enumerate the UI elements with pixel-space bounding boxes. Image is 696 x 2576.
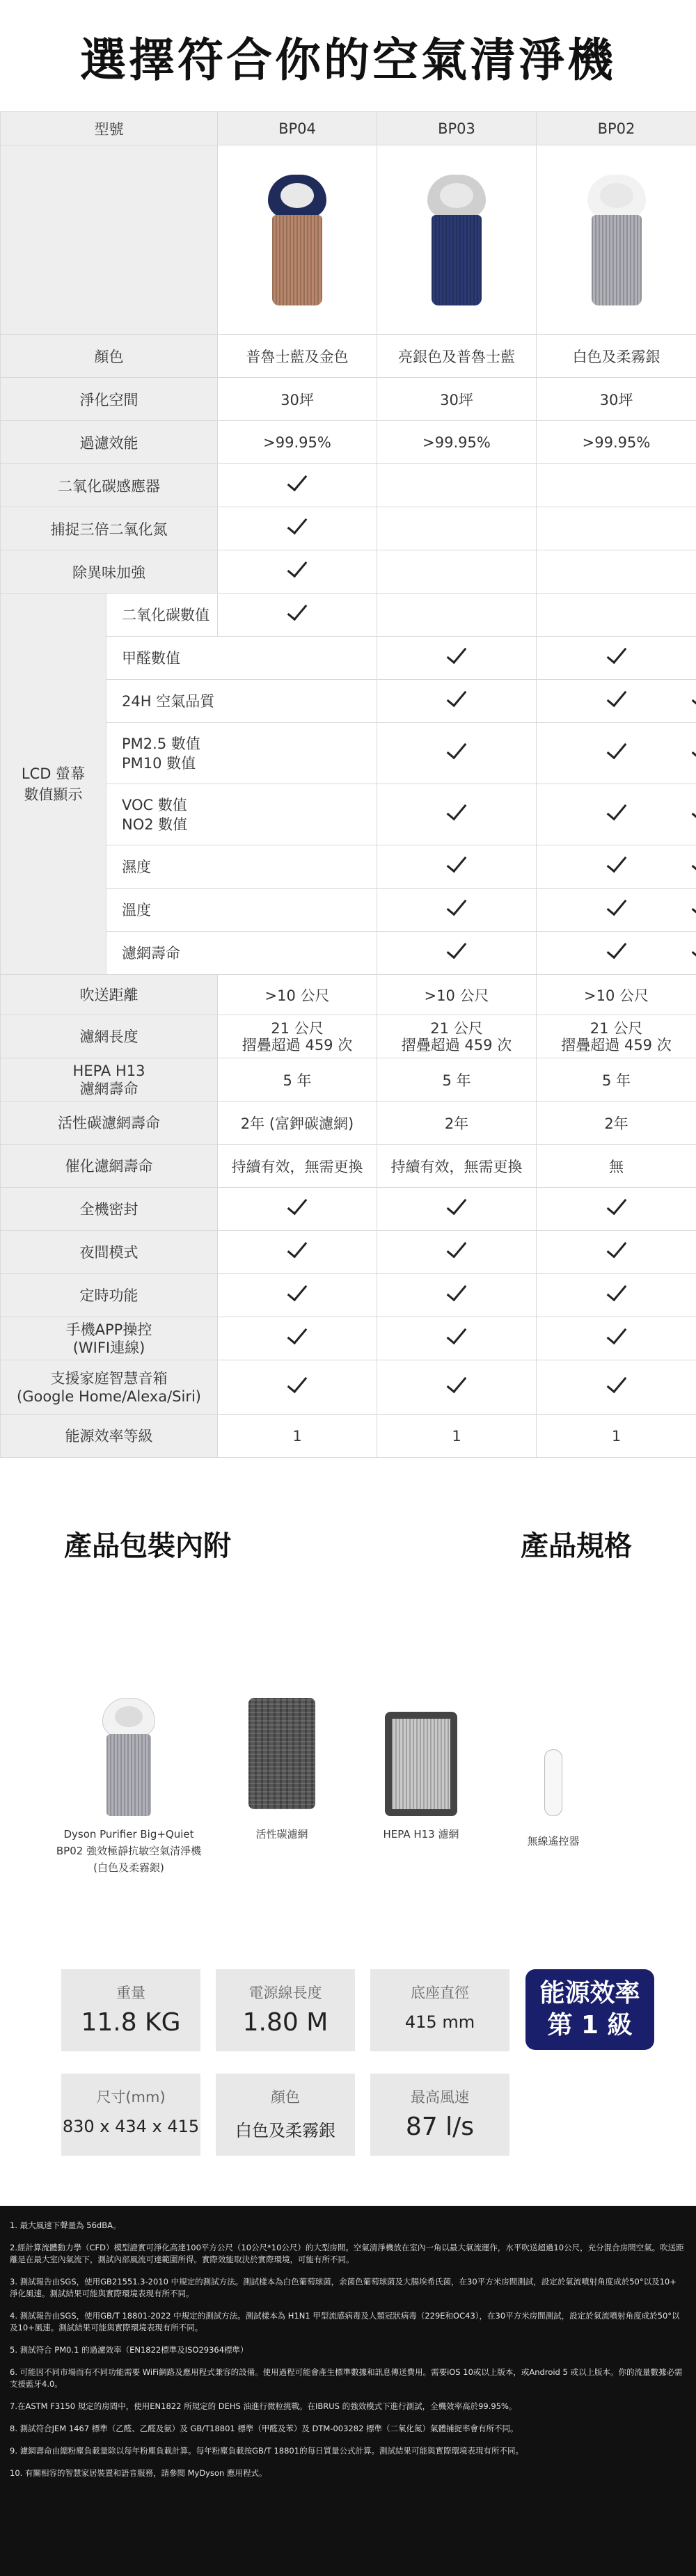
row-label: 全機密封 [1, 1188, 218, 1231]
checkmark-icon [606, 1280, 626, 1301]
cell: 30坪 [377, 378, 537, 421]
package-item-hepa-filter [369, 1698, 473, 1843]
table-row [1, 1188, 696, 1231]
checkmark-icon [447, 1280, 467, 1301]
checkmark-icon [447, 800, 467, 820]
table-row [1, 1102, 696, 1145]
hepa-filter-image [385, 1712, 457, 1816]
lcd-group-label: LCD 螢幕 數值顯示 [1, 594, 106, 975]
row-label: 定時功能 [1, 1274, 218, 1317]
cell [218, 1231, 377, 1274]
cell [537, 1274, 696, 1317]
cell: 1 [218, 1415, 377, 1458]
cell: 30坪 [537, 378, 696, 421]
checkmark-icon [606, 852, 626, 873]
table-row [1, 1058, 696, 1102]
footnote: 8. 測試符合JEM 1467 標準（乙醛、乙醛及氨）及 GB/T18801 標準（甲醛及苯）及 DTM-003282 標準（二氧化氮）氣體捕捉率會有所不同。 [10, 2424, 519, 2433]
spec-size [61, 2074, 200, 2156]
lcd-sub-label: VOC 數值 NO2 數值 [106, 784, 377, 845]
cell [537, 845, 696, 889]
spec-value: 11.8 KG [81, 2008, 181, 2037]
row-label: 支援家庭智慧音箱 (Google Home/Alexa/Siri) [1, 1360, 218, 1415]
checkmark-icon [606, 1372, 626, 1393]
checkmark-icon [287, 1280, 308, 1301]
package-item-label: HEPA H13 濾網 [383, 1828, 459, 1840]
row-label: 手機APP操控 (WIFI連線) [1, 1317, 218, 1360]
checkmark-icon [287, 1323, 308, 1344]
cell: >99.95% [377, 421, 537, 464]
row-label: 淨化空間 [1, 378, 218, 421]
lcd-sub-label: 濾網壽命 [106, 932, 377, 975]
cell [377, 1188, 537, 1231]
checkmark-icon [287, 470, 308, 491]
footnotes [0, 2206, 696, 2576]
table-row [1, 594, 696, 637]
spec-cable [216, 1969, 355, 2051]
cell: 亮銀色及普魯士藍 [377, 335, 537, 378]
cell [377, 889, 537, 932]
cell [218, 594, 377, 637]
checkmark-icon [447, 738, 467, 759]
cell [537, 1231, 696, 1274]
bp04-image [218, 145, 377, 335]
checkmark-icon [287, 557, 308, 578]
table-row [1, 335, 696, 378]
checkmark-icon [447, 895, 467, 916]
cell [377, 1360, 537, 1415]
product-image-row [1, 145, 696, 335]
row-label: 活性碳濾網壽命 [1, 1102, 218, 1145]
cell [377, 784, 537, 845]
spec-value: 830 x 434 x 415 [62, 2117, 200, 2136]
cell [218, 1274, 377, 1317]
footnote: 7.在ASTM F3150 規定的房間中，使用EN1822 所規定的 DEHS 油進行微粒挑戰。在IBRUS 的強效模式下進行測試，全機效率高於99.95%。 [10, 2401, 517, 2411]
bp03-image [377, 145, 537, 335]
comparison-table [0, 111, 696, 1458]
check-cell [218, 507, 377, 550]
lcd-sub-label: PM2.5 數值 PM10 數值 [106, 723, 377, 784]
table-row [1, 1145, 696, 1188]
spec-key: 電源線長度 [248, 1985, 322, 2001]
row-label: 除異味加強 [1, 550, 218, 594]
cell [377, 845, 537, 889]
table-header-row [1, 112, 696, 145]
package-item-label: 活性碳濾網 [255, 1828, 308, 1840]
spec-key: 尺寸(mm) [96, 2089, 166, 2106]
row-label: 夜間模式 [1, 1231, 218, 1274]
table-row [1, 1274, 696, 1317]
cell [377, 1317, 537, 1360]
footnote: 6. 可能因不同市場而有不同功能需要 WiFi網路及應用程式兼容的設備。使用過程可能會產生標準數據和訊息傳送費用。需要iOS 10或以上版本，或Android 5 或以上版本。你的流量數據必需支援藍牙4.0。 [10, 2367, 683, 2389]
image-row-label [1, 145, 218, 335]
cell: 1 [377, 1415, 537, 1458]
checkmark-icon [606, 800, 626, 820]
header-bp02: BP02 [537, 112, 696, 145]
check-cell [218, 464, 377, 507]
package-item-purifier [42, 1698, 216, 1876]
checkmark-icon [447, 643, 467, 664]
package-spec-section [0, 1524, 696, 1564]
checkmark-icon [287, 514, 308, 534]
checkmark-icon [447, 1237, 467, 1258]
cell [377, 723, 537, 784]
cell [218, 1317, 377, 1360]
footnote: 2.經計算流體動力學（CFD）模型證實可淨化高達100平方公尺（10公尺*10公尺）的大型房間。空氣清淨機放在室內一角以最大氣流運作，水平吹送超過10公尺，充分混合房間空氣。吹送距離是在最大室內氣流下，測試內部風流可達範圍所得。實際效能取決於實際環境，可能有所不同。 [10, 2243, 684, 2264]
row-label: 催化濾網壽命 [1, 1145, 218, 1188]
row-label: 濾網長度 [1, 1015, 218, 1058]
table-row [1, 507, 696, 550]
cell [537, 1317, 696, 1360]
row-label: 過濾效能 [1, 421, 218, 464]
cell: 持續有效，無需更換 [377, 1145, 537, 1188]
cell: 21 公尺 摺疊超過 459 次 [218, 1015, 377, 1058]
spec-value: 白色及柔霧銀 [235, 2121, 335, 2140]
lcd-sub-label: 甲醛數值 [106, 637, 377, 680]
cell: >10 公尺 [377, 975, 537, 1015]
remote-image [544, 1749, 562, 1816]
row-label: 能源效率等級 [1, 1415, 218, 1458]
checkmark-icon [606, 1323, 626, 1344]
cell: 持續有效，無需更換 [218, 1145, 377, 1188]
spec-wind [370, 2074, 509, 2156]
spec-value: 87 l/s [405, 2113, 475, 2141]
spec-weight [61, 1969, 200, 2051]
cell: 5 年 [218, 1058, 377, 1102]
footnote: 10. 有關相容的智慧家居裝置和語音服務，請參閱 MyDyson 應用程式。 [10, 2468, 267, 2478]
cell [537, 550, 696, 594]
row-label: 捕捉三倍二氧化氮 [1, 507, 218, 550]
footnote: 9. 濾網壽命由總粉塵負載量除以每年粉塵負載計算。每年粉塵負載按GB/T 18801的每日質量公式計算。測試結果可能與實際環境表現有所不同。 [10, 2446, 524, 2456]
package-title: 產品包裝內附 [64, 1530, 231, 1562]
checkmark-icon [447, 1194, 467, 1215]
cell [377, 1231, 537, 1274]
checkmark-icon [287, 1237, 308, 1258]
checkmark-icon [287, 600, 308, 621]
checkmark-icon [606, 643, 626, 664]
row-label: HEPA H13 濾網壽命 [1, 1058, 218, 1102]
cell [537, 1360, 696, 1415]
cell [537, 637, 696, 680]
package-item-label: 無線遙控器 [527, 1835, 580, 1847]
cell [377, 680, 537, 723]
row-label: 顏色 [1, 335, 218, 378]
bp02-image [537, 145, 696, 335]
checkmark-icon [606, 1237, 626, 1258]
cell [218, 1360, 377, 1415]
carbon-filter-image [248, 1698, 315, 1809]
cell: >99.95% [537, 421, 696, 464]
table-row [1, 464, 696, 507]
cell [537, 464, 696, 507]
checkmark-icon [447, 1372, 467, 1393]
cell: 無 [537, 1145, 696, 1188]
table-row [1, 378, 696, 421]
lcd-sub-label: 24H 空氣品質 [106, 680, 377, 723]
table-row [1, 1317, 696, 1360]
checkmark-icon [606, 686, 626, 707]
spec-key: 最高風速 [411, 2089, 469, 2106]
table-row [1, 1231, 696, 1274]
header-bp03: BP03 [377, 112, 537, 145]
checkmark-icon [606, 938, 626, 959]
checkmark-icon [287, 1372, 308, 1393]
cell [377, 507, 537, 550]
lcd-sub-label: 二氧化碳數值 [106, 594, 218, 637]
checkmark-icon [287, 1194, 308, 1215]
table-row [1, 975, 696, 1015]
checkmark-icon [606, 738, 626, 759]
package-item-carbon-filter [230, 1698, 334, 1843]
package-item-remote [501, 1698, 606, 1850]
spec-value: 415 mm [404, 2012, 475, 2032]
checkmark-icon [447, 686, 467, 707]
header-model-label: 型號 [1, 112, 218, 145]
cell [537, 680, 696, 723]
table-row [1, 1360, 696, 1415]
cell: 21 公尺 摺疊超過 459 次 [537, 1015, 696, 1058]
footnote: 1. 最大風速下聲量為 56dBA。 [10, 2220, 121, 2230]
cell [377, 550, 537, 594]
table-row [1, 550, 696, 594]
package-items [42, 1698, 668, 1907]
row-label: 二氧化碳感應器 [1, 464, 218, 507]
package-item-label: Dyson Purifier Big+Quiet BP02 強效極靜抗敏空氣清淨機 (白色及柔霧銀) [56, 1828, 202, 1874]
footnote: 4. 測試報告由SGS，使用GB/T 18801-2022 中規定的測試方法。測試樣本為 H1N1 甲型流感病毒及人類冠狀病毒（229E和OC43），在30平方米房間測試，設定於氣流噴射角度成於50°以及10+風速。測試結果可能與實際環境表現有所不同。 [10, 2311, 680, 2332]
cell: >99.95% [218, 421, 377, 464]
cell: 白色及柔霧銀 [537, 335, 696, 378]
cell [218, 1188, 377, 1231]
spec-value: 1.80 M [242, 2008, 329, 2037]
spec-base [370, 1969, 509, 2051]
check-cell [218, 550, 377, 594]
table-row [1, 1415, 696, 1458]
spec-title: 產品規格 [521, 1530, 632, 1562]
cell [537, 1188, 696, 1231]
checkmark-icon [447, 938, 467, 959]
cell [537, 932, 696, 975]
spec-key: 底座直徑 [411, 1985, 469, 2001]
checkmark-icon [606, 895, 626, 916]
cell: 21 公尺 摺疊超過 459 次 [377, 1015, 537, 1058]
spec-key: 重量 [116, 1985, 145, 2001]
page-title: 選擇符合你的空氣清淨機 [80, 33, 616, 87]
footnote: 3. 測試報告由SGS，使用GB21551.3-2010 中規定的測試方法。測試樣本為白色葡萄球菌，余菌色葡萄球菌及大腸埃希氏菌，在30平方米房間測試，設定於氣流噴射角度成於50°以及10+ 淨化風速。測試結果可能與實際環境表現有所不同。 [10, 2277, 677, 2298]
checkmark-icon [447, 1323, 467, 1344]
cell: >10 公尺 [537, 975, 696, 1015]
lcd-sub-label: 溫度 [106, 889, 377, 932]
cell: 5 年 [537, 1058, 696, 1102]
header-bp04: BP04 [218, 112, 377, 145]
checkmark-icon [606, 1194, 626, 1215]
cell: 普魯士藍及金色 [218, 335, 377, 378]
spec-color [216, 2074, 355, 2156]
cell [377, 637, 537, 680]
cell: 2年 [537, 1102, 696, 1145]
cell [377, 464, 537, 507]
row-label: 吹送距離 [1, 975, 218, 1015]
footnote: 5. 測試符合 PM0.1 的過濾效率（EN1822標準及ISO29364標準） [10, 2345, 248, 2355]
cell: 5 年 [377, 1058, 537, 1102]
cell [537, 889, 696, 932]
cell: 1 [537, 1415, 696, 1458]
cell [537, 723, 696, 784]
cell: 2年 [377, 1102, 537, 1145]
cell: 2年 (富鉀碳濾網) [218, 1102, 377, 1145]
energy-badge: 能源效率 第 1 級 [525, 1969, 654, 2050]
cell: 30坪 [218, 378, 377, 421]
cell: >10 公尺 [218, 975, 377, 1015]
cell [377, 1274, 537, 1317]
cell [537, 507, 696, 550]
spec-key: 顏色 [271, 2089, 300, 2106]
cell [377, 932, 537, 975]
lcd-sub-label: 濕度 [106, 845, 377, 889]
checkmark-icon [447, 852, 467, 873]
cell [377, 594, 537, 637]
purifier-image [101, 1698, 157, 1816]
table-row [1, 421, 696, 464]
cell [537, 594, 696, 637]
table-row [1, 1015, 696, 1058]
cell [537, 784, 696, 845]
